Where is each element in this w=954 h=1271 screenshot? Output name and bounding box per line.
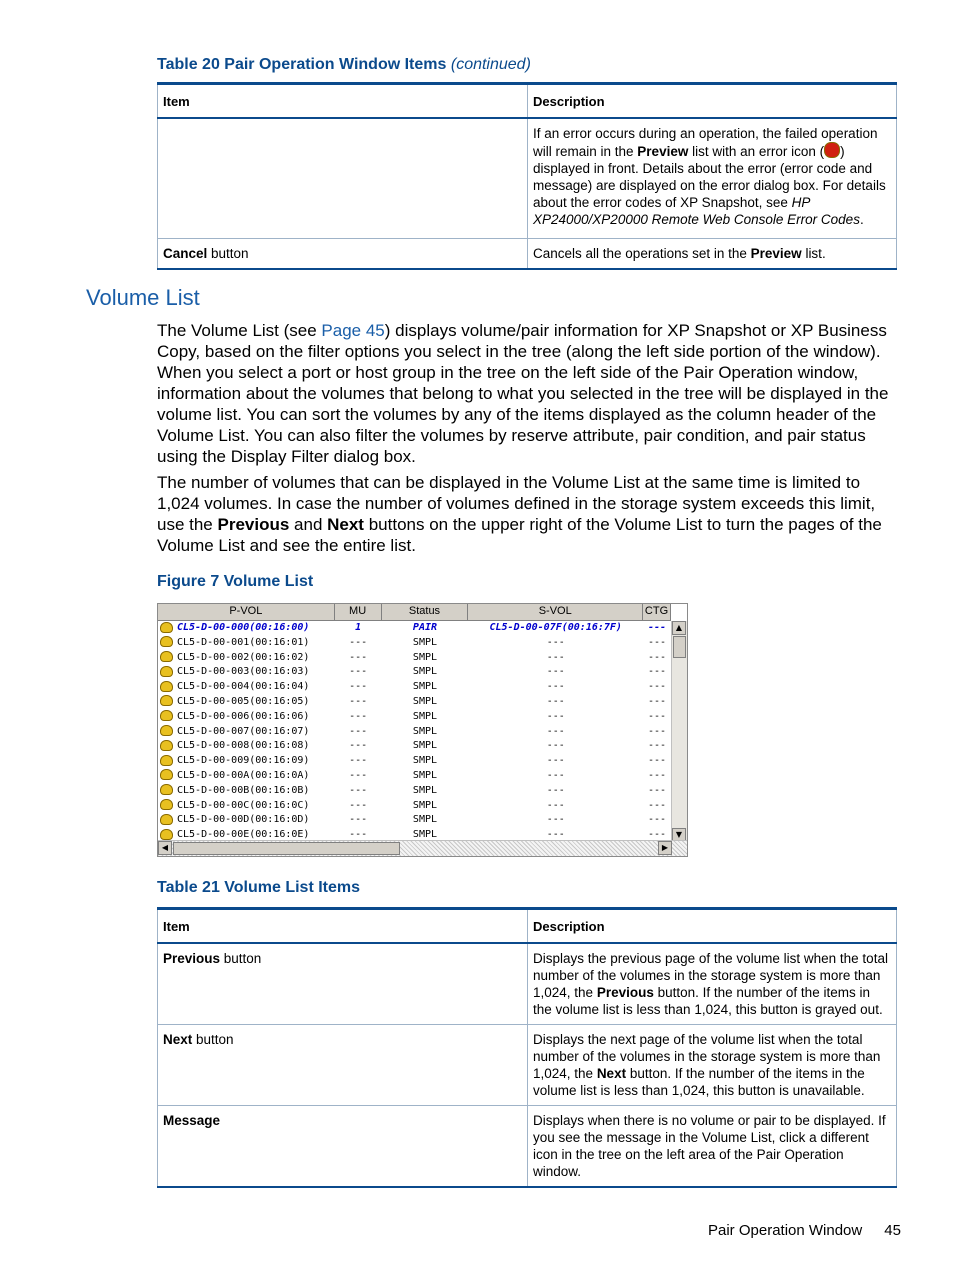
svol-cell: CL5-D-00-07F(00:16:7F) [489, 622, 622, 633]
mu-cell: --- [349, 769, 368, 781]
ctg-cell: --- [647, 695, 667, 707]
volume-icon [160, 710, 173, 721]
table-cell-item: Previous button [158, 943, 528, 1025]
svol-cell: --- [546, 695, 565, 707]
pvol-cell: CL5-D-00-00E(00:16:0E) [158, 828, 335, 843]
ctg-cell: --- [647, 622, 667, 633]
table-row [158, 118, 897, 238]
svol-cell: --- [546, 710, 565, 722]
ctg-cell: --- [647, 666, 667, 678]
mu-cell: --- [349, 814, 368, 826]
table-header-row [158, 909, 897, 944]
svol-cell: --- [546, 666, 565, 678]
mu-cell: --- [349, 784, 368, 796]
table20-caption-text: Table 20 Pair Operation Window Items [157, 56, 447, 73]
table-cell-item: Next button [158, 1025, 528, 1106]
paragraph-volume-list-intro: The Volume List (see Page 45) displays volume/pair information for XP Snapshot or XP Business Copy, based on the filter options you select in the tree (along the left side portion of the window). When you select a port or host group in the tree on the left side of the Pair Operation window, information about the volumes that belong to what you selected in the tree will be displayed in the volume list. You can sort the volumes by any of the items displayed as the column header of the Volume List. You can also filter the volumes by reserve attribute, pair condition, and pair status using the Display Filter dialog box. [157, 321, 889, 466]
vertical-scrollbar[interactable] [671, 621, 687, 842]
volume-icon [160, 725, 173, 736]
volume-icon [160, 666, 173, 677]
pvol-cell: CL5-D-00-004(00:16:04) [158, 680, 335, 695]
horizontal-scrollbar[interactable] [158, 840, 688, 856]
svol-cell: --- [546, 725, 565, 737]
mu-cell: --- [349, 740, 368, 752]
svol-cell: --- [546, 681, 565, 693]
table-row[interactable] [158, 651, 671, 666]
svol-cell: --- [546, 740, 565, 752]
table20 [157, 82, 897, 270]
page-number: 45 [884, 1222, 901, 1239]
volume-icon [160, 829, 173, 840]
error-icon [824, 142, 840, 158]
mu-cell: --- [349, 666, 368, 678]
table-row [158, 943, 897, 1025]
scroll-right-icon[interactable]: ▶ [658, 841, 672, 855]
table21-caption: Table 21 Volume List Items [157, 879, 361, 896]
volume-icon [160, 799, 173, 810]
ctg-cell: --- [647, 799, 667, 811]
ctg-cell: --- [647, 651, 667, 663]
status-cell: SMPL [412, 725, 438, 737]
pvol-cell: CL5-D-00-00A(00:16:0A) [158, 769, 335, 784]
volume-icon [160, 814, 173, 825]
ctg-cell: --- [647, 755, 667, 767]
table-cell-description: Displays when there is no volume or pair to be displayed. If you see the message in the Volume List, click a different icon in the tree on the left area of the Pair Operation window. [528, 1106, 897, 1188]
table-row[interactable] [158, 769, 671, 784]
status-cell: SMPL [412, 710, 438, 722]
ctg-cell: --- [647, 814, 667, 826]
svol-cell: --- [546, 829, 565, 841]
volume-icon [160, 636, 173, 647]
pvol-cell: CL5-D-00-00B(00:16:0B) [158, 784, 335, 799]
column-header-item: Item [158, 84, 528, 119]
pvol-cell: CL5-D-00-00D(00:16:0D) [158, 813, 335, 828]
volume-icon [160, 695, 173, 706]
volume-list-header [158, 604, 671, 621]
column-header-svol[interactable]: S-VOL [468, 604, 643, 620]
table-cell-description: Displays the next page of the volume list when the total number of the volumes in the storage system is more than 1,024, the Next button. If the number of the items in the volume list is less than 1,024, this button is unavailable. [528, 1025, 897, 1106]
table-row[interactable] [158, 710, 671, 725]
table-row[interactable] [158, 621, 671, 636]
volume-icon [160, 769, 173, 780]
ctg-cell: --- [647, 740, 667, 752]
column-header-pvol[interactable]: P-VOL [158, 604, 335, 620]
table-row[interactable] [158, 725, 671, 740]
mu-cell: 1 [355, 622, 362, 633]
table-row[interactable] [158, 813, 671, 828]
status-cell: SMPL [412, 755, 438, 767]
svol-cell: --- [546, 814, 565, 826]
status-cell: SMPL [412, 695, 438, 707]
mu-cell: --- [349, 651, 368, 663]
mu-cell: --- [349, 829, 368, 841]
status-cell: SMPL [412, 784, 438, 796]
status-cell: SMPL [412, 769, 438, 781]
column-header-item: Item [158, 909, 528, 944]
paragraph-volume-limit: The number of volumes that can be displayed in the Volume List at the same time is limited to 1,024 volumes. In case the number of volumes defined in the storage system exceeds this limit, use the Previous and Next buttons on the upper right of the Volume List to turn the pages of the Volume List and see the entire list. [157, 473, 882, 555]
column-header-description: Description [528, 84, 897, 119]
pvol-cell: CL5-D-00-000(00:16:00) [158, 621, 335, 636]
table-row [158, 1025, 897, 1106]
table-row[interactable] [158, 665, 671, 680]
status-cell: SMPL [412, 740, 438, 752]
volume-icon [160, 740, 173, 751]
ctg-cell: --- [647, 710, 667, 722]
volume-list-rows [158, 621, 671, 843]
scroll-up-icon[interactable]: ▲ [672, 621, 686, 635]
mu-cell: --- [349, 695, 368, 707]
column-header-ctg[interactable]: CTG [643, 604, 671, 620]
table-row[interactable] [158, 695, 671, 710]
status-cell: SMPL [412, 814, 438, 826]
mu-cell: --- [349, 710, 368, 722]
pvol-cell: CL5-D-00-007(00:16:07) [158, 725, 335, 740]
volume-icon [160, 681, 173, 692]
table-row[interactable] [158, 636, 671, 651]
svol-cell: --- [546, 799, 565, 811]
table-row[interactable] [158, 784, 671, 799]
status-cell: SMPL [412, 829, 438, 841]
table-row[interactable] [158, 754, 671, 769]
pvol-cell: CL5-D-00-008(00:16:08) [158, 739, 335, 754]
page-link[interactable]: Page 45 [321, 321, 385, 340]
scroll-left-icon[interactable]: ◀ [158, 841, 172, 855]
table21 [157, 907, 897, 1188]
svol-cell: --- [546, 755, 565, 767]
table-cell-item: Message [158, 1106, 528, 1188]
ctg-cell: --- [647, 725, 667, 737]
pvol-cell: CL5-D-00-009(00:16:09) [158, 754, 335, 769]
pvol-cell: CL5-D-00-001(00:16:01) [158, 636, 335, 651]
figure-caption: Figure 7 Volume List [157, 573, 314, 590]
volume-icon [160, 755, 173, 766]
table-cell-description: Displays the previous page of the volume list when the total number of the volumes in the storage system is more than 1,024, the Previous button. If the number of the items in the volume list is less than 1,024, this button is grayed out. [528, 943, 897, 1025]
status-cell: SMPL [412, 636, 438, 648]
volume-icon [160, 784, 173, 795]
pvol-cell: CL5-D-00-005(00:16:05) [158, 695, 335, 710]
mu-cell: --- [349, 725, 368, 737]
pvol-cell: CL5-D-00-003(00:16:03) [158, 665, 335, 680]
table-row [158, 238, 897, 269]
status-cell: SMPL [412, 651, 438, 663]
status-cell: PAIR [412, 622, 438, 633]
pvol-cell: CL5-D-00-006(00:16:06) [158, 710, 335, 725]
mu-cell: --- [349, 681, 368, 693]
pvol-cell: CL5-D-00-00C(00:16:0C) [158, 799, 335, 814]
horizontal-scroll-thumb[interactable] [173, 842, 400, 855]
section-title: Volume List [86, 285, 200, 310]
volume-list-screenshot [157, 603, 688, 857]
table20-caption-suffix: (continued) [450, 56, 531, 73]
table-cell-item [158, 118, 528, 238]
table-cell-description: If an error occurs during an operation, the failed operation will remain in the Preview list with an error icon ( ) displayed in front. Details about the error (error code and message) are displayed on the error dialog box. For details about the error codes of XP Snapshot, see HP XP24000/XP20000 Remote Web Console Error Codes. [528, 118, 897, 238]
volume-icon [160, 622, 173, 633]
vertical-scroll-thumb[interactable] [673, 636, 686, 658]
table-cell-item: Cancel button [158, 238, 528, 269]
column-header-status[interactable]: Status [382, 604, 469, 620]
status-cell: SMPL [412, 799, 438, 811]
column-header-description: Description [528, 909, 897, 944]
table-row[interactable] [158, 680, 671, 695]
status-cell: SMPL [412, 681, 438, 693]
ctg-cell: --- [647, 829, 667, 841]
status-cell: SMPL [412, 666, 438, 678]
ctg-cell: --- [647, 784, 667, 796]
mu-cell: --- [349, 799, 368, 811]
page-footer [708, 1222, 901, 1239]
svol-cell: --- [546, 651, 565, 663]
svol-cell: --- [546, 636, 565, 648]
table-row[interactable] [158, 799, 671, 814]
table20-caption [157, 56, 531, 74]
ctg-cell: --- [647, 769, 667, 781]
table-row[interactable] [158, 739, 671, 754]
svol-cell: --- [546, 784, 565, 796]
column-header-mu[interactable]: MU [335, 604, 382, 620]
table-header-row [158, 84, 897, 119]
ctg-cell: --- [647, 681, 667, 693]
table-row [158, 1106, 897, 1188]
table-cell-description: Cancels all the operations set in the Preview list. [528, 238, 897, 269]
svol-cell: --- [546, 769, 565, 781]
pvol-cell: CL5-D-00-002(00:16:02) [158, 651, 335, 666]
volume-icon [160, 651, 173, 662]
mu-cell: --- [349, 755, 368, 767]
scroll-down-icon[interactable]: ▼ [672, 828, 686, 842]
mu-cell: --- [349, 636, 368, 648]
ctg-cell: --- [647, 636, 667, 648]
footer-title: Pair Operation Window [708, 1222, 863, 1239]
